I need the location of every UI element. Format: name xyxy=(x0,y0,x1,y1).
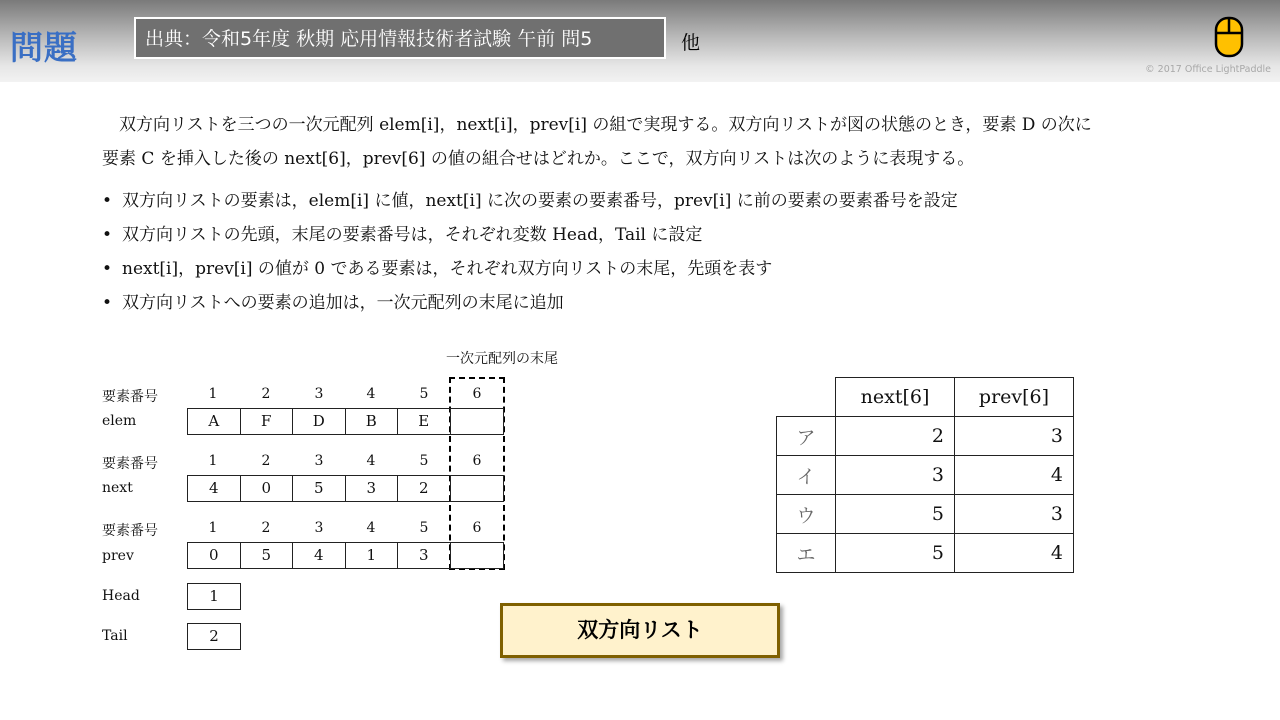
tail-value: 2 xyxy=(187,623,241,650)
head-label: Head xyxy=(102,588,140,604)
index-number: 1 xyxy=(208,453,218,469)
index-number: 1 xyxy=(208,386,218,402)
index-number: 3 xyxy=(314,386,324,402)
source-suffix: 他 xyxy=(681,32,701,54)
elem-array xyxy=(187,408,504,435)
prev-label: prev xyxy=(102,548,134,564)
list-item: • 双方向リストへの要素の追加は，一次元配列の末尾に追加 xyxy=(102,293,564,313)
array-cell: 0 xyxy=(188,543,241,568)
next-label: next xyxy=(102,480,133,496)
index-number: 6 xyxy=(472,453,482,469)
array-cell: 5 xyxy=(241,543,294,568)
list-item: • 双方向リストの先頭，末尾の要素番号は，それぞれ変数 Head，Tail に設定 xyxy=(102,225,703,245)
index-number: 6 xyxy=(472,520,482,536)
array-cell: A xyxy=(188,409,241,434)
index-number: 1 xyxy=(208,520,218,536)
choice-prev: 4 xyxy=(955,456,1074,495)
table-row[interactable] xyxy=(777,534,1074,573)
index-number: 6 xyxy=(472,386,482,402)
array-cell: 1 xyxy=(346,543,399,568)
list-item: • next[i]，prev[i] の値が 0 である要素は，それぞれ双方向リストの末尾，先頭を表す xyxy=(102,259,773,279)
choice-next: 3 xyxy=(836,456,955,495)
column-header-prev: prev[6] xyxy=(955,378,1074,417)
index-number: 4 xyxy=(366,520,376,536)
index-number: 4 xyxy=(366,453,376,469)
array-cell: 2 xyxy=(398,476,451,501)
table-header-row xyxy=(777,378,1074,417)
choice-key[interactable]: イ xyxy=(777,456,836,495)
array-cell: D xyxy=(293,409,346,434)
source-box: 出典：令和5年度 秋期 応用情報技術者試験 午前 問5 xyxy=(134,17,666,59)
table-row[interactable] xyxy=(777,417,1074,456)
problem-badge: 問題 xyxy=(10,28,78,67)
elem-label: elem xyxy=(102,413,137,429)
answer-table xyxy=(776,377,1074,573)
array-cell: 5 xyxy=(293,476,346,501)
index-number: 2 xyxy=(261,386,271,402)
choice-key[interactable]: ア xyxy=(777,417,836,456)
next-array xyxy=(187,475,504,502)
table-row[interactable] xyxy=(777,495,1074,534)
array-cell: E xyxy=(398,409,451,434)
index-number: 2 xyxy=(261,520,271,536)
array-cell: 3 xyxy=(346,476,399,501)
index-number: 3 xyxy=(314,453,324,469)
choice-key[interactable]: エ xyxy=(777,534,836,573)
tail-label: Tail xyxy=(102,628,128,644)
head-value: 1 xyxy=(187,583,241,610)
index-label: 要素番号 xyxy=(102,456,158,472)
header-bar xyxy=(0,0,1280,82)
choice-next: 2 xyxy=(836,417,955,456)
array-cell xyxy=(451,476,504,501)
column-header-next: next[6] xyxy=(836,378,955,417)
choice-next: 5 xyxy=(836,495,955,534)
array-cell: 3 xyxy=(398,543,451,568)
index-number: 5 xyxy=(419,453,429,469)
array-cell xyxy=(451,409,504,434)
array-cell: 4 xyxy=(188,476,241,501)
choice-next: 5 xyxy=(836,534,955,573)
question-text xyxy=(102,108,1202,176)
index-number: 4 xyxy=(366,386,376,402)
choice-prev: 4 xyxy=(955,534,1074,573)
index-number: 5 xyxy=(419,520,429,536)
array-cell: 4 xyxy=(293,543,346,568)
index-number: 3 xyxy=(314,520,324,536)
question-line-2: 要素 C を挿入した後の next[6]，prev[6] の値の組合せはどれか。ここで，双方向リストは次のように表現する。 xyxy=(102,149,975,169)
prev-array xyxy=(187,542,504,569)
array-cell: 0 xyxy=(241,476,294,501)
table-corner xyxy=(777,378,836,417)
array-cell xyxy=(451,543,504,568)
topic-button[interactable]: 双方向リスト xyxy=(500,603,780,658)
mouse-icon[interactable] xyxy=(1214,16,1244,58)
array-cell: B xyxy=(346,409,399,434)
index-number: 2 xyxy=(261,453,271,469)
choice-prev: 3 xyxy=(955,495,1074,534)
choice-key[interactable]: ウ xyxy=(777,495,836,534)
array-end-note: 一次元配列の末尾 xyxy=(446,351,558,367)
rule-list xyxy=(102,184,958,320)
question-line-1: 双方向リストを三つの一次元配列 elem[i]，next[i]，prev[i] の組で実現する。双方向リストが図の状態のとき，要素 D の次に xyxy=(102,115,1092,135)
index-label: 要素番号 xyxy=(102,523,158,539)
index-number: 5 xyxy=(419,386,429,402)
copyright-text: © 2017 Office LightPaddle xyxy=(1145,64,1271,75)
table-row[interactable] xyxy=(777,456,1074,495)
list-item: • 双方向リストの要素は，elem[i] に値，next[i] に次の要素の要素番号，prev[i] に前の要素の要素番号を設定 xyxy=(102,191,958,211)
index-label: 要素番号 xyxy=(102,389,158,405)
choice-prev: 3 xyxy=(955,417,1074,456)
array-cell: F xyxy=(241,409,294,434)
